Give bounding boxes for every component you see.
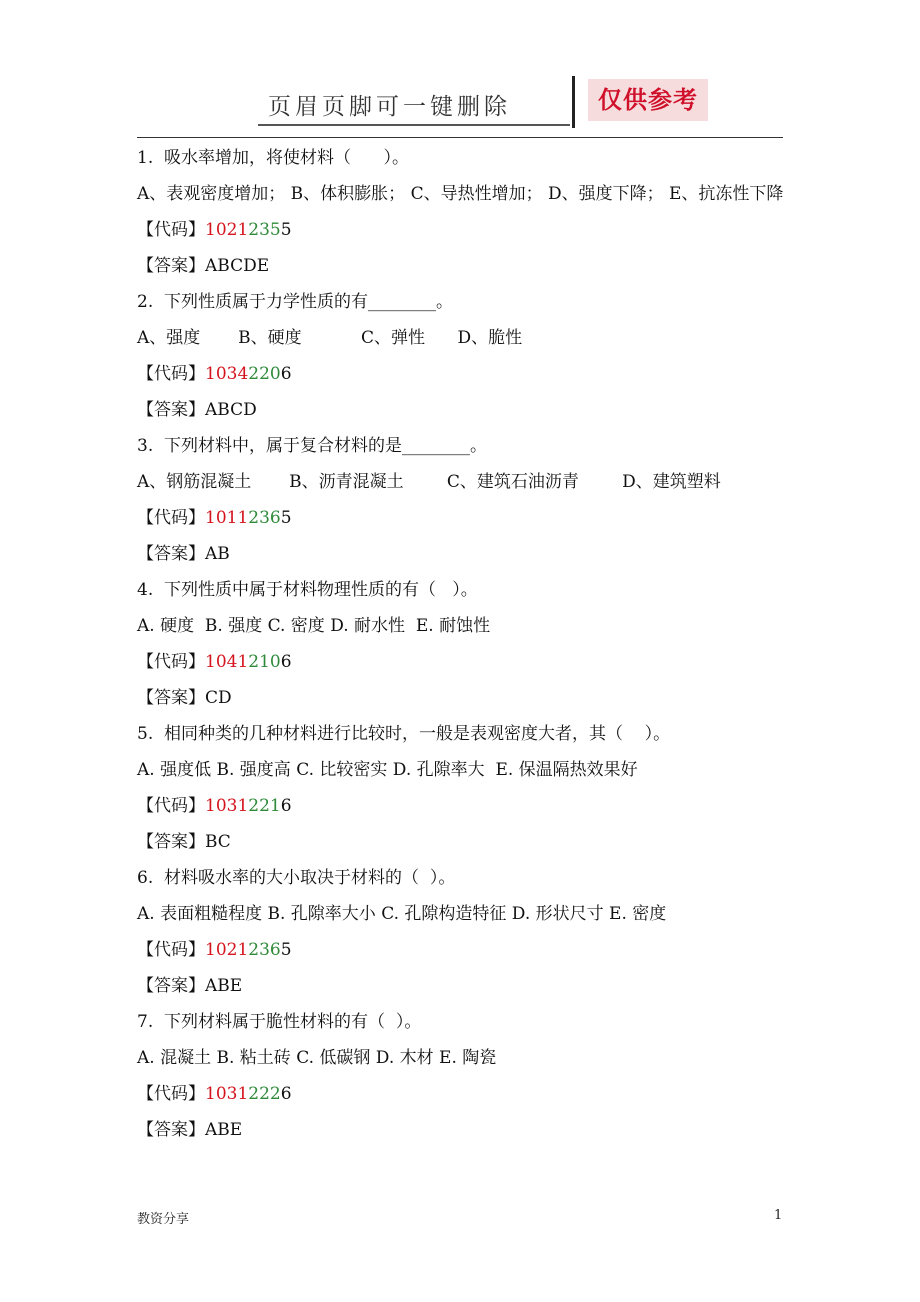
question-stem: 6. 材料吸水率的大小取决于材料的（ ）。 [137,868,456,888]
code-label: 【代码】 [137,796,205,816]
code-part-green: 220 [248,364,281,384]
question-stem: 7. 下列材料属于脆性材料的有（ ）。 [137,1012,422,1032]
code-part-red: 1021 [205,220,249,240]
code-label: 【代码】 [137,652,205,672]
question-options: A. 表面粗糙程度 B. 孔隙率大小 C. 孔隙构造特征 D. 形状尺寸 E. 密度 [137,904,667,924]
code-label: 【代码】 [137,508,205,528]
answer-label: 【答案】 [137,688,205,708]
question-answer [137,680,785,716]
footer-label: 教资分享 [137,1212,190,1227]
header-stamp: 仅供参考 [588,79,708,121]
header-divider [572,76,575,128]
question-code [137,500,785,536]
answer-value: ABE [205,1120,243,1140]
answer-value: ABCD [205,400,257,420]
answer-label: 【答案】 [137,400,205,420]
answer-label: 【答案】 [137,1120,205,1140]
code-label: 【代码】 [137,940,205,960]
question-code [137,212,785,248]
code-part-green: 221 [248,796,281,816]
answer-value: BC [205,832,231,852]
answer-label: 【答案】 [137,544,205,564]
question-code [137,356,785,392]
question-options: A、钢筋混凝土 B、沥青混凝土 C、建筑石油沥青 D、建筑塑料 [137,472,721,492]
code-part-green: 236 [248,940,281,960]
page-header [0,0,920,140]
code-label: 【代码】 [137,220,205,240]
code-label: 【代码】 [137,1084,205,1104]
code-part-red: 1021 [205,940,249,960]
header-title-underline [258,124,570,126]
question-answer [137,536,785,572]
answer-value: ABCDE [205,256,270,276]
code-part-black: 6 [280,1084,292,1104]
question-answer [137,1112,785,1148]
code-part-green: 210 [248,652,281,672]
code-part-green: 235 [248,220,281,240]
header-rule [137,137,783,138]
question-options: A、强度 B、硬度 C、弹性 D、脆性 [137,328,523,348]
question-code [137,644,785,680]
question-code [137,932,785,968]
question-options: A. 强度低 B. 强度高 C. 比较密实 D. 孔隙率大 E. 保温隔热效果好 [137,760,638,780]
code-part-black: 6 [280,796,292,816]
code-part-red: 1041 [205,652,249,672]
question-stem: 3. 下列材料中，属于复合材料的是________。 [137,436,488,456]
question-answer [137,824,785,860]
question-stem: 2. 下列性质属于力学性质的有________。 [137,292,454,312]
page-number: 1 [774,1208,783,1223]
code-part-red: 1031 [205,1084,249,1104]
answer-value: AB [205,544,230,564]
question-list [137,140,785,1148]
answer-value: CD [205,688,232,708]
question-stem: 4. 下列性质中属于材料物理性质的有（ ）。 [137,580,478,600]
header-title: 页眉页脚可一键删除 [268,94,511,120]
code-part-green: 222 [248,1084,281,1104]
code-part-black: 6 [280,652,292,672]
code-part-red: 1031 [205,796,249,816]
question-answer [137,968,785,1004]
code-part-black: 5 [280,940,292,960]
question-code [137,788,785,824]
question-code [137,1076,785,1112]
code-part-red: 1011 [205,508,249,528]
question-stem: 1. 吸水率增加，将使材料（ ）。 [137,148,409,168]
question-options: A. 混凝土 B. 粘土砖 C. 低碳钢 D. 木材 E. 陶瓷 [137,1048,497,1068]
question-stem: 5. 相同种类的几种材料进行比较时，一般是表观密度大者，其（ ）。 [137,724,671,744]
code-part-black: 5 [280,508,292,528]
code-part-green: 236 [248,508,281,528]
answer-label: 【答案】 [137,832,205,852]
question-answer [137,392,785,428]
code-part-black: 5 [280,220,292,240]
code-part-red: 1034 [205,364,249,384]
answer-value: ABE [205,976,243,996]
question-answer [137,248,785,284]
code-label: 【代码】 [137,364,205,384]
question-options: A. 硬度 B. 强度 C. 密度 D. 耐水性 E. 耐蚀性 [137,616,491,636]
answer-label: 【答案】 [137,256,205,276]
answer-label: 【答案】 [137,976,205,996]
code-part-black: 6 [280,364,292,384]
question-options: A、表观密度增加； B、体积膨胀； C、导热性增加； D、强度下降； E、抗冻性下降 [137,184,784,204]
